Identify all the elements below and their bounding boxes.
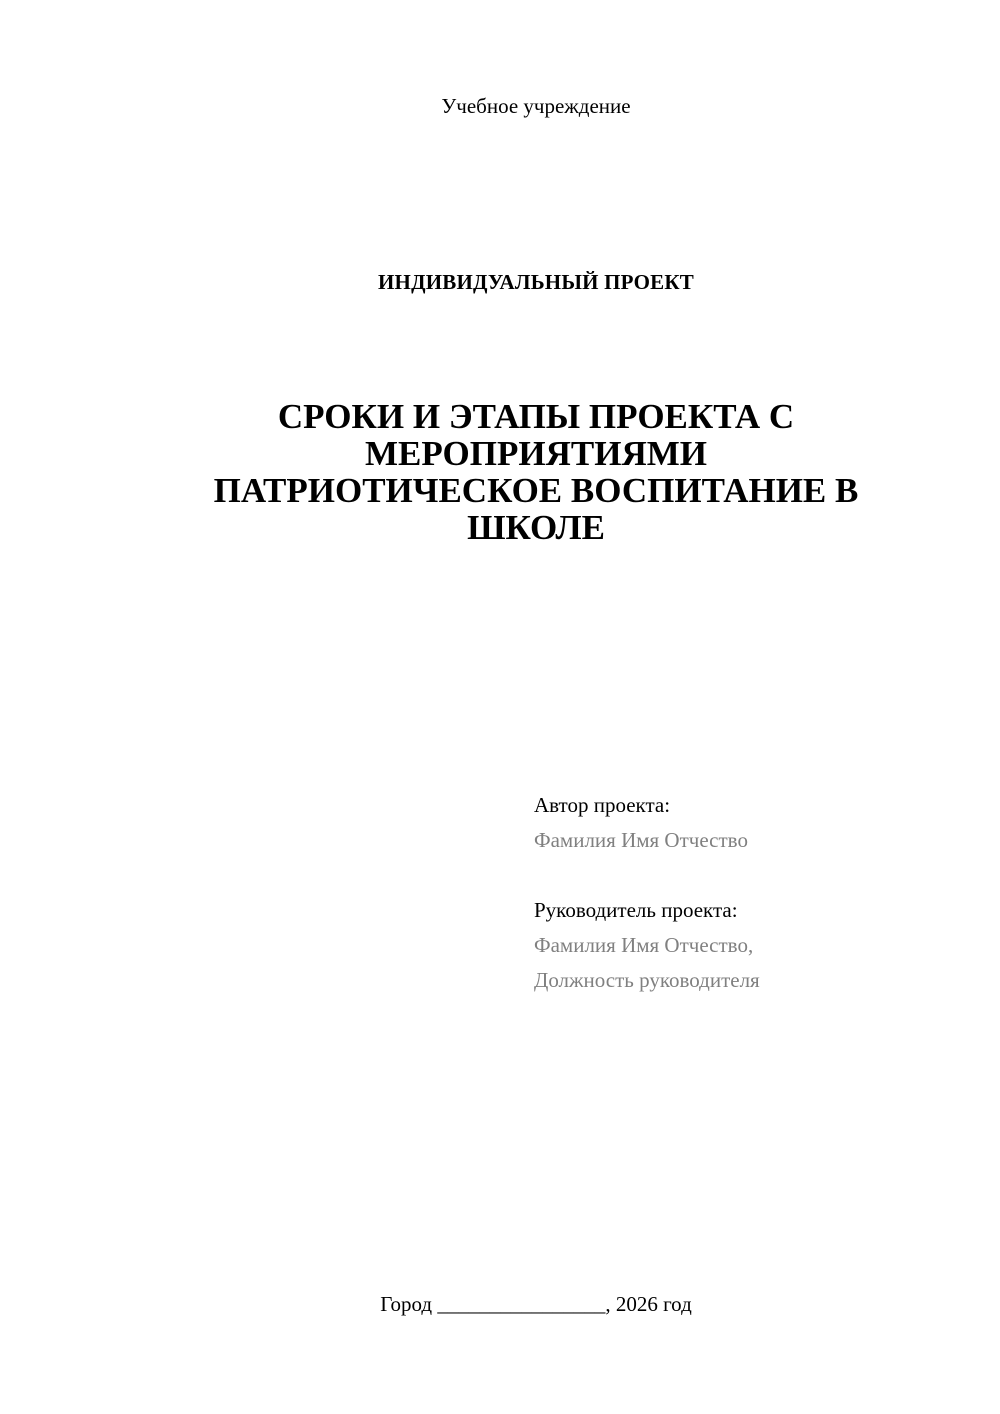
supervisor-label: Руководитель проекта: <box>534 898 738 922</box>
project-title-line: СРОКИ И ЭТАПЫ ПРОЕКТА С <box>277 397 795 436</box>
project-type-heading: ИНДИВИДУАЛЬНЫЙ ПРОЕКТ <box>378 270 694 294</box>
project-title <box>160 398 912 546</box>
project-title-line: ПАТРИОТИЧЕСКОЕ ВОСПИТАНИЕ В <box>213 471 859 510</box>
author-name-placeholder: Фамилия Имя Отчество <box>534 828 748 852</box>
author-label: Автор проекта: <box>534 793 671 817</box>
supervisor-name-placeholder: Фамилия Имя Отчество, <box>534 933 754 957</box>
project-title-line: МЕРОПРИЯТИЯМИ <box>365 434 707 473</box>
project-title-line: ШКОЛЕ <box>467 508 605 547</box>
author-block <box>534 788 974 858</box>
supervisor-block <box>534 893 974 998</box>
city-year-line: Город ________________, 2026 год <box>380 1292 692 1316</box>
institution-name: Учебное учреждение <box>441 94 631 118</box>
supervisor-position-placeholder: Должность руководителя <box>534 968 760 992</box>
